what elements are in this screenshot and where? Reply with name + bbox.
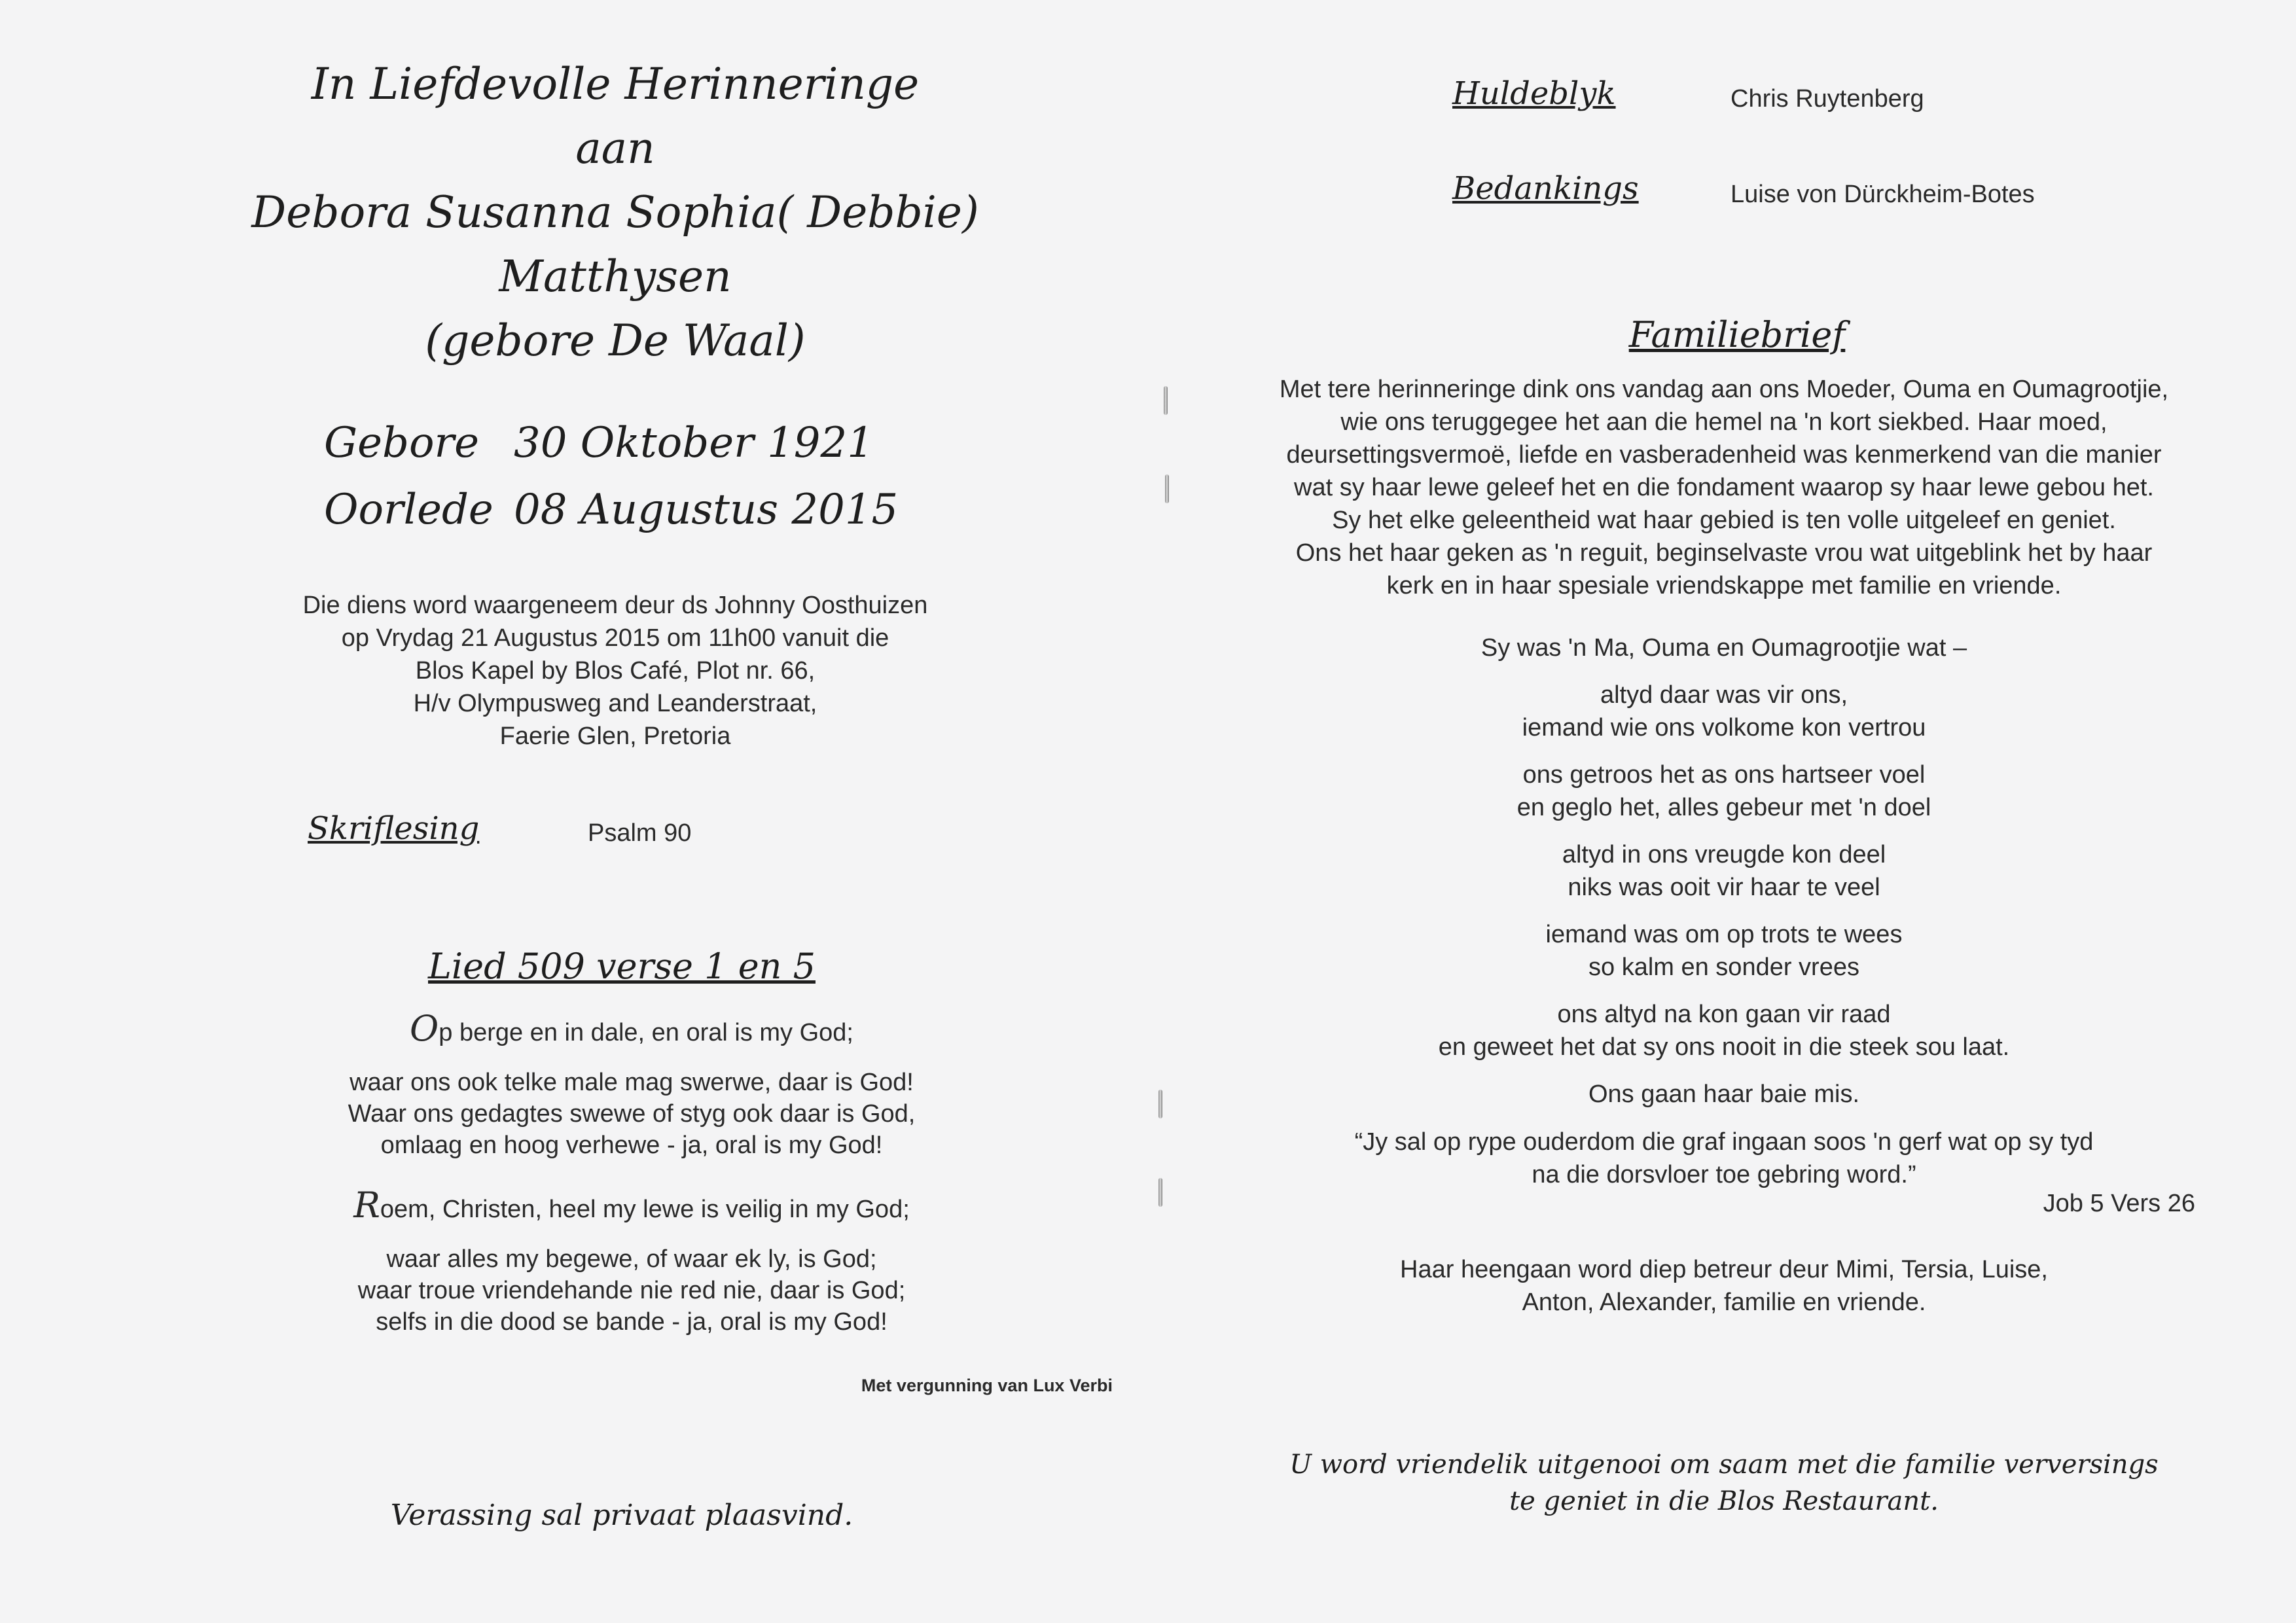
poem-line: niks was ooit vir haar te veel [1568,874,1880,901]
service-line: op Vrydag 21 Augustus 2015 om 11h00 vanuit die [341,624,889,652]
verse-first-line: Roem, Christen, heel my lewe is veilig in my God; [353,1185,910,1226]
title-line-1: In Liefdevolle Herinneringe [311,59,920,109]
poem-line: so kalm en sonder vrees [1588,954,1859,981]
hymn-verse-5 [321,1185,942,1338]
poem-intro: Sy was 'n Ma, Ouma en Oumagrootjie wat – [1480,634,1967,662]
letter-line: deursettingsvermoë, liefde en vasberadenheid was kenmerkend van die manier [1286,441,2162,469]
poem-stanza [1305,838,2143,904]
cremation-note: Verassing sal privaat plaasvind. [390,1499,853,1532]
title-line-2: aan [575,123,655,173]
poem [1305,632,2143,1111]
poem-line: iemand was om op trots te wees [1545,921,1903,948]
mourned-line: Anton, Alexander, familie en vriende. [1522,1289,1926,1316]
service-line: H/v Olympusweg and Leanderstraat, [413,690,817,717]
maiden-name: (gebore De Waal) [425,315,806,366]
permission-note: Met vergunning van Lux Verbi [861,1376,1113,1395]
mourned-by [1305,1253,2143,1319]
invitation-line: U word vriendelik uitgenooi om saam met die familie verversings [1289,1450,2159,1480]
verse-first-line: Op berge en in dale, en oral is my God; [410,1008,853,1049]
poem-stanza [1305,679,2143,744]
reading-heading: Skriflesing [308,810,480,847]
reading-value: Psalm 90 [588,819,692,847]
quote-reference: Job 5 Vers 26 [2043,1190,2195,1217]
refreshments-invitation [1240,1446,2208,1520]
poem-line: altyd daar was vir ons, [1600,681,1848,709]
tribute-heading: Huldeblyk [1452,75,1616,112]
service-line: Faerie Glen, Pretoria [499,722,731,750]
poem-line: en geweet het dat sy ons nooit in die steek sou laat. [1438,1033,2010,1061]
service-details [249,589,982,753]
died-date: 08 Augustus 2015 [514,486,899,534]
service-line: Blos Kapel by Blos Café, Plot nr. 66, [415,657,816,685]
memorial-title [196,52,1034,373]
poem-line: altyd in ons vreugde kon deel [1562,841,1886,868]
scripture-quote [1305,1126,2143,1191]
poem-stanza [1305,998,2143,1063]
letter-line: Sy het elke geleentheid wat haar gebied is ten volle uitgeleef en geniet. [1332,507,2116,534]
letter-line: wat sy haar lewe geleef het en die fondament waarop sy haar lewe gebou het. [1294,474,2154,501]
hymn-verse-1 [321,1008,942,1161]
letter-line: Ons het haar geken as 'n reguit, beginselvaste vrou wat uitgeblink het by haar [1295,539,2153,567]
verse-line: selfs in die dood se bande - ja, oral is my God! [376,1308,888,1336]
poem-line: ons getroos het as ons hartseer voel [1522,761,1926,789]
born-date: 30 Oktober 1921 [514,419,874,467]
hymn-title: Lied 509 verse 1 en 5 [428,946,816,987]
letter-line: wie ons teruggegee het aan die hemel na 'n kort siekbed. Haar moed, [1340,408,2108,436]
drop-cap: R [353,1185,380,1226]
deceased-surname: Matthysen [499,251,732,302]
service-line: Die diens word waargeneem deur ds Johnny Oosthuizen [302,592,928,619]
verse-line: waar troue vriendehande nie red nie, daar is God; [357,1277,906,1304]
verse-line: waar ons ook telke male mag swerwe, daar is God! [350,1069,914,1096]
verse-line: waar alles my begewe, of waar ek ly, is God; [386,1245,877,1273]
poem-line: ons altyd na kon gaan vir raad [1557,1001,1891,1028]
invitation-line: te geniet in die Blos Restaurant. [1509,1486,1939,1516]
thanks-heading: Bedankings [1452,170,1639,207]
verse-line: Waar ons gedagtes swewe of styg ook daar is God, [348,1100,916,1128]
deceased-full-name: Debora Susanna Sophia( Debbie) [251,187,979,238]
died-label: Oorlede [324,486,493,534]
right-page [1148,0,2296,1623]
poem-line: iemand wie ons volkome kon vertrou [1522,714,1926,741]
tribute-value: Chris Ruytenberg [1731,85,1924,113]
verse-line: omlaag en hoog verhewe - ja, oral is my God! [380,1132,883,1159]
letter-line: Met tere herinneringe dink ons vandag aan ons Moeder, Ouma en Oumagrootjie, [1279,376,2169,403]
family-letter-title: Familiebrief [1628,314,1846,355]
quote-line: na die dorsvloer toe gebring word.” [1532,1161,1916,1188]
poem-stanza [1305,758,2143,824]
letter-line: kerk en in haar spesiale vriendskappe met familie en vriende. [1386,572,2062,599]
born-label: Gebore [324,419,479,467]
poem-closing: Ons gaan haar baie mis. [1588,1080,1859,1108]
mourned-line: Haar heengaan word diep betreur deur Mimi, Tersia, Luise, [1400,1256,2048,1283]
thanks-value: Luise von Dürckheim-Botes [1731,181,2035,208]
family-letter-body [1240,373,2208,602]
poem-stanza [1305,918,2143,984]
drop-cap: O [410,1008,439,1049]
poem-line: en geglo het, alles gebeur met 'n doel [1516,794,1931,821]
quote-line: “Jy sal op rype ouderdom die graf ingaan soos 'n gerf wat op sy tyd [1354,1128,2094,1156]
